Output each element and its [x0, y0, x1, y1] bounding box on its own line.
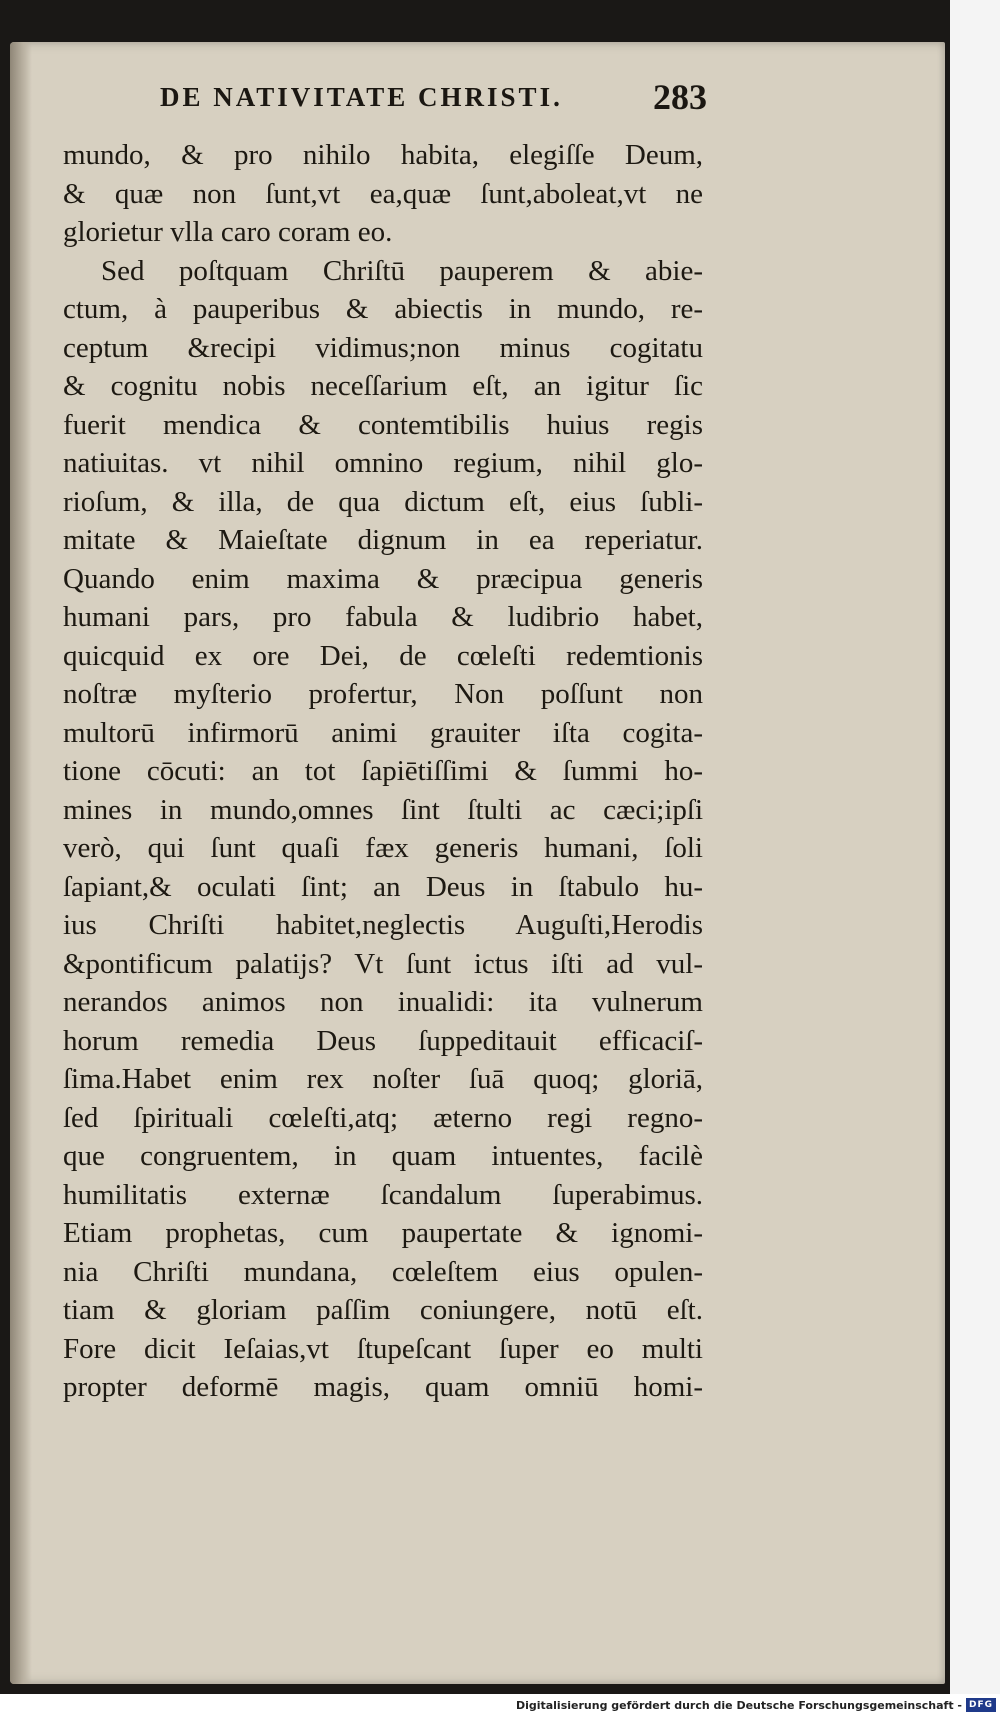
text-line: humilitatis externæ ſcandalum ſuperabimus. — [63, 1178, 703, 1211]
text-line: multorū infirmorū animi grauiter iſta cogita- — [63, 716, 703, 749]
running-head — [10, 74, 945, 118]
page-number: 283 — [653, 77, 707, 117]
text-line: ctum, à pauperibus & abiectis in mundo, re- — [63, 293, 703, 325]
text-line: noſtræ myſterio profertur, Non poſſunt non — [63, 678, 703, 710]
text-line: ius Chriſti habitet,neglectis Auguſti,Herodis — [63, 909, 703, 941]
funding-credit: Digitalisierung gefördert durch die Deutsche Forschungsgemeinschaft - — [515, 1699, 962, 1712]
book-page — [10, 42, 945, 1684]
text-line: que congruentem, in quam intuentes, facilè — [63, 1140, 703, 1172]
text-line: &pontificum palatijs? Vt ſunt ictus iſti ad vul- — [63, 947, 703, 980]
text-line: nia Chriſti mundana, cœleſtem eius opulen- — [63, 1255, 703, 1288]
text-line: Etiam prophetas, cum paupertate & ignomi- — [63, 1217, 703, 1249]
text-line: ceptum &recipi vidimus;non minus cogitatu — [63, 331, 703, 364]
text-line: natiuitas. vt nihil omnino regium, nihil glo- — [63, 447, 703, 479]
text-line: fuerit mendica & contemtibilis huius regis — [63, 408, 703, 441]
text-line: nerandos animos non inualidi: ita vulnerum — [63, 986, 703, 1018]
text-line: mitate & Maieſtate dignum in ea reperiatur. — [63, 524, 703, 556]
page-gutter-shadow — [10, 42, 32, 1684]
text-line: glorietur vlla caro coram eo. — [63, 216, 393, 248]
text-line: mines in mundo,omnes ſint ſtulti ac cæci;ipſi — [63, 793, 703, 826]
text-line: & cognitu nobis neceſſarium eſt, an igitur ſic — [63, 370, 703, 402]
footer-bar — [0, 1694, 1000, 1718]
text-line: rioſum, & illa, de qua dictum eſt, eius ſubli- — [63, 485, 703, 518]
text-line: tione cōcuti: an tot ſapiētiſſimi & ſummi ho- — [63, 755, 703, 787]
text-line: ſapiant,& oculati ſint; an Deus in ſtabulo hu- — [63, 870, 703, 903]
text-line: ſima.Habet enim rex noſter ſuā quoq; gloriā, — [63, 1063, 703, 1095]
text-line: & quæ non ſunt,vt ea,quæ ſunt,aboleat,vt ne — [63, 177, 703, 210]
text-line: tiam & gloriam paſſim coniungere, notū eſt. — [63, 1294, 703, 1326]
text-line: propter deformē magis, quam omniū homi- — [63, 1371, 703, 1403]
text-line: mundo, & pro nihilo habita, elegiſſe Deum, — [63, 139, 703, 171]
text-line: Fore dicit Ieſaias,vt ſtupeſcant ſuper eo multi — [63, 1332, 703, 1365]
text-line: ſed ſpirituali cœleſti,atq; æterno regi regno- — [63, 1101, 703, 1134]
body-text — [63, 136, 703, 1407]
text-line: verò, qui ſunt quaſi fæx generis humani, ſoli — [63, 832, 703, 864]
text-line: horum remedia Deus ſuppeditauit efficaciſ- — [63, 1024, 703, 1057]
text-line: Quando enim maxima & præcipua generis — [63, 562, 703, 595]
text-line: humani pars, pro fabula & ludibrio habet, — [63, 601, 703, 633]
dfg-logo: DFG — [966, 1698, 996, 1712]
text-line: Sed poſtquam Chriſtū pauperem & abie- — [101, 254, 703, 287]
running-head-title: DE NATIVITATE CHRISTI. — [160, 82, 563, 112]
text-line: quicquid ex ore Dei, de cœleſti redemtionis — [63, 639, 703, 672]
